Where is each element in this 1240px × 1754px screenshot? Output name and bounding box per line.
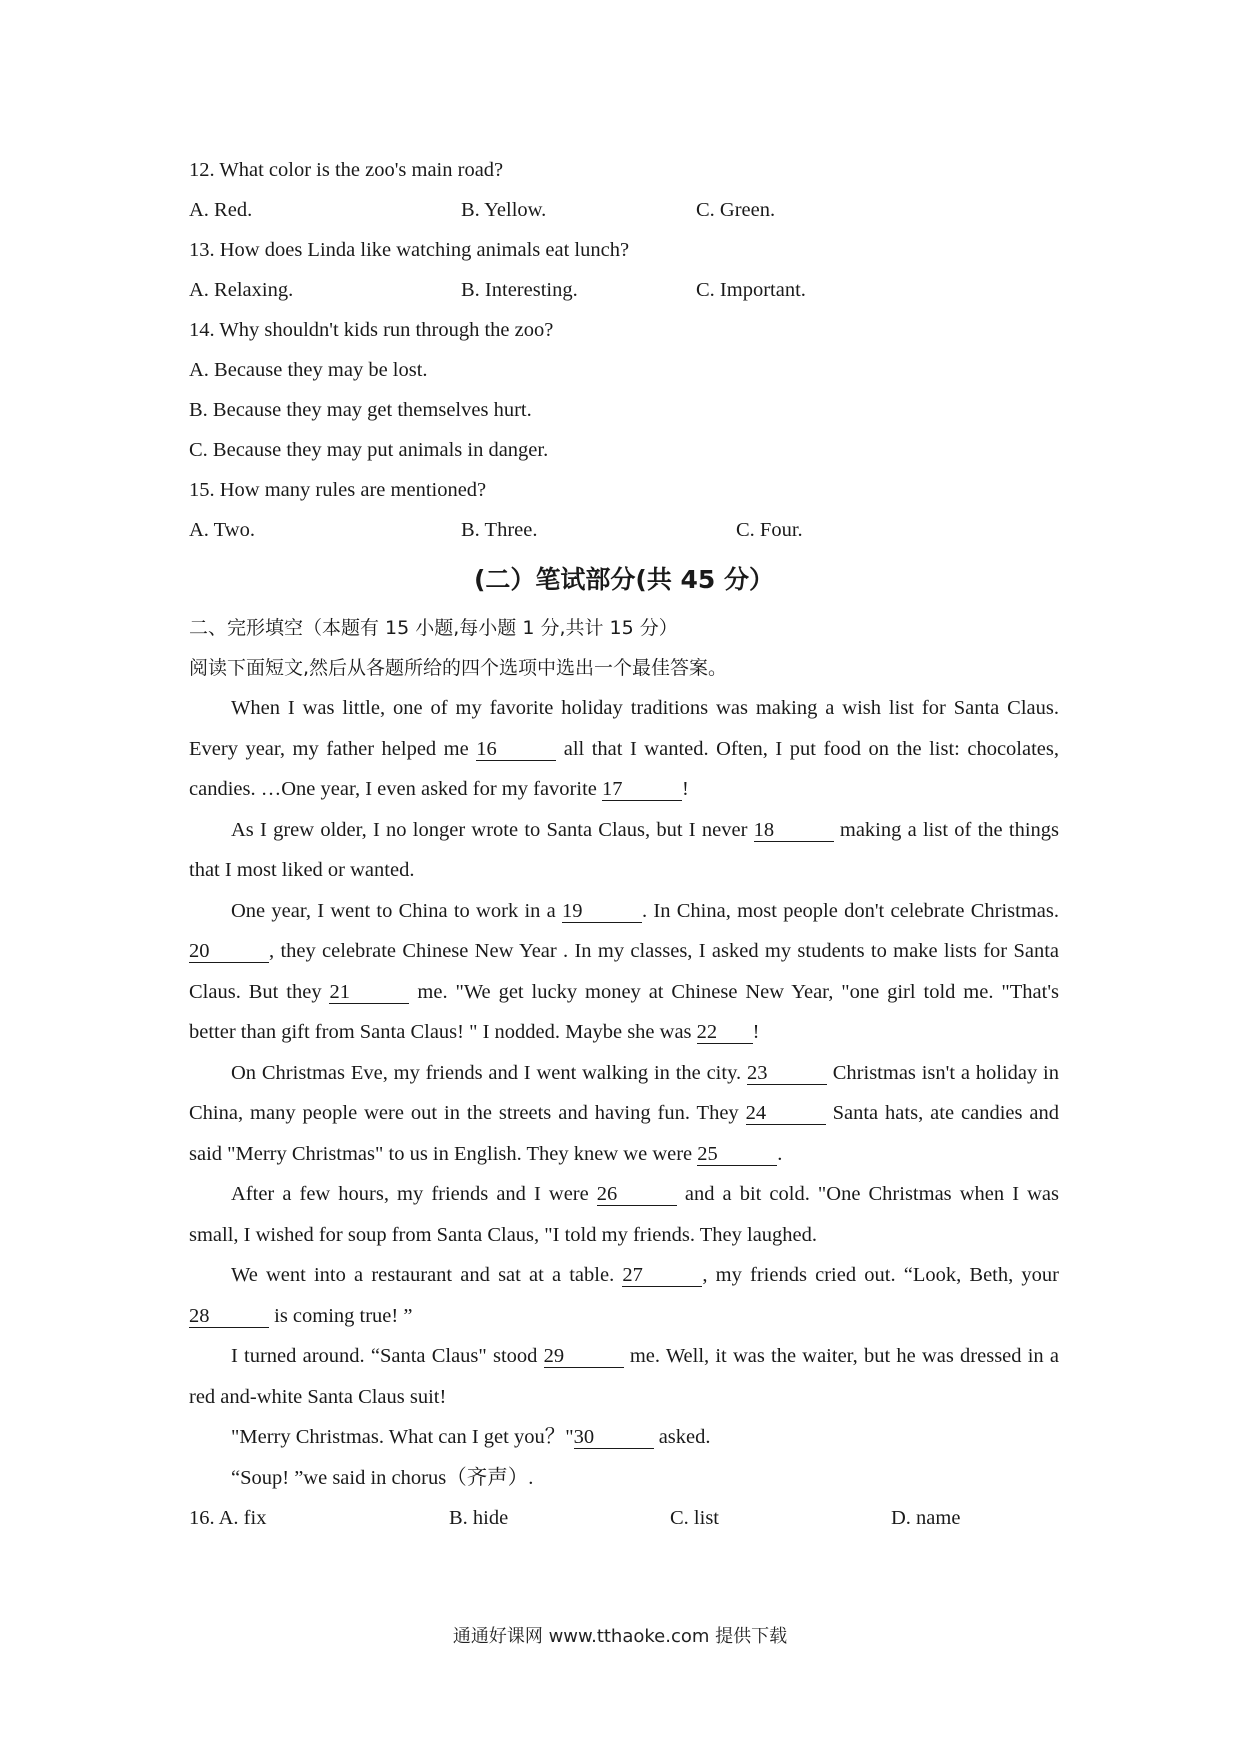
passage-paragraph: We went into a restaurant and sat at a table. 27 , my friends cried out. “Look, Beth, your 28 is coming true! ”: [189, 1264, 1059, 1327]
option-b: B. Because they may get themselves hurt.: [189, 399, 532, 421]
blank-20: 20: [189, 940, 269, 963]
option-a: A. Relaxing.: [189, 279, 294, 301]
option-b: B. Three.: [461, 519, 538, 541]
blank-25: 25: [697, 1143, 777, 1166]
option-a: A. Red.: [189, 199, 253, 221]
blank-29: 29: [544, 1345, 624, 1368]
question-stem: 14. Why shouldn't kids run through the zoo?: [189, 319, 554, 341]
blank-23: 23: [747, 1062, 827, 1085]
blank-19: 19: [562, 900, 642, 923]
passage-paragraph: When I was little, one of my favorite holiday traditions was making a wish list for Santa Claus. Every year, my father helped me 16 all that I wanted. Often, I put food on the list: chocolates, candies. …One year, I even asked for my favorite 17 !: [189, 697, 1059, 800]
blank-16: 16: [476, 738, 556, 761]
passage-paragraph: "Merry Christmas. What can I get you？"30 asked.: [231, 1426, 711, 1448]
question-stem: 13. How does Linda like watching animals eat lunch?: [189, 239, 630, 261]
blank-17: 17: [602, 778, 682, 801]
option-b: B. Interesting.: [461, 279, 578, 301]
blank-28: 28: [189, 1305, 269, 1328]
cloze-instruction: 阅读下面短文,然后从各题所给的四个选项中选出一个最佳答案。: [189, 657, 728, 679]
option-d: D. name: [891, 1507, 961, 1529]
passage-paragraph: As I grew older, I no longer wrote to Santa Claus, but I never 18 making a list of the things that I most liked or wanted.: [189, 818, 1059, 881]
question-stem: 12. What color is the zoo's main road?: [189, 159, 504, 181]
option-b: B. Yellow.: [461, 199, 547, 221]
passage-paragraph: On Christmas Eve, my friends and I went walking in the city. 23 Christmas isn't a holiday in China, many people were out in the streets and having fun. They 24 Santa hats, ate candies and said "Merry Christmas" to us in English. They knew we were 25 .: [189, 1061, 1060, 1165]
page-footer: 通通好课网 www.tthaoke.com 提供下载: [452, 1626, 788, 1647]
page-content: [189, 150, 1059, 1538]
option-b: B. hide: [449, 1507, 509, 1529]
question-options: [189, 510, 1059, 550]
blank-18: 18: [754, 819, 834, 842]
option-a: A. Two.: [189, 519, 255, 541]
question-16-stem: 16. A. fix: [189, 1507, 267, 1529]
passage-paragraph: I turned around. “Santa Claus" stood 29 me. Well, it was the waiter, but he was dressed in a red and-white Santa Claus suit!: [189, 1345, 1059, 1408]
option-a: A. Because they may be lost.: [189, 359, 428, 381]
option-c: C. Four.: [736, 519, 803, 541]
option-c: C. Important.: [696, 279, 806, 301]
question-options: [189, 270, 1059, 310]
blank-26: 26: [597, 1183, 677, 1206]
option-c: C. Green.: [696, 199, 776, 221]
blank-30: 30: [574, 1426, 654, 1449]
question-options: [189, 1498, 1059, 1538]
passage-paragraph: One year, I went to China to work in a 19 . In China, most people don't celebrate Christmas. 20 , they celebrate Chinese New Year . In my classes, I asked my students to make lists for Santa Claus. But they 21 me. "We get lucky money at Chinese New Year, "one girl told me. "That's better than gift from Santa Claus! " I nodded. Maybe she was 22 !: [189, 899, 1059, 1043]
option-c: C. Because they may put animals in danger.: [189, 439, 549, 461]
section-title: (二）笔试部分(共 45 分）: [473, 565, 775, 594]
blank-21: 21: [329, 981, 409, 1004]
passage-paragraph: “Soup! ”we said in chorus（齐声）.: [231, 1466, 534, 1489]
blank-22: 22: [697, 1021, 753, 1044]
blank-24: 24: [746, 1102, 826, 1125]
question-options: [189, 190, 1059, 230]
blank-27: 27: [622, 1264, 702, 1287]
question-stem: 15. How many rules are mentioned?: [189, 479, 487, 501]
option-c: C. list: [670, 1507, 719, 1529]
passage-paragraph: After a few hours, my friends and I were 26 and a bit cold. "One Christmas when I was small, I wished for soup from Santa Claus, "I told my friends. They laughed.: [189, 1183, 1059, 1246]
cloze-heading: 二、完形填空（本题有 15 小题,每小题 1 分,共计 15 分）: [189, 617, 678, 639]
